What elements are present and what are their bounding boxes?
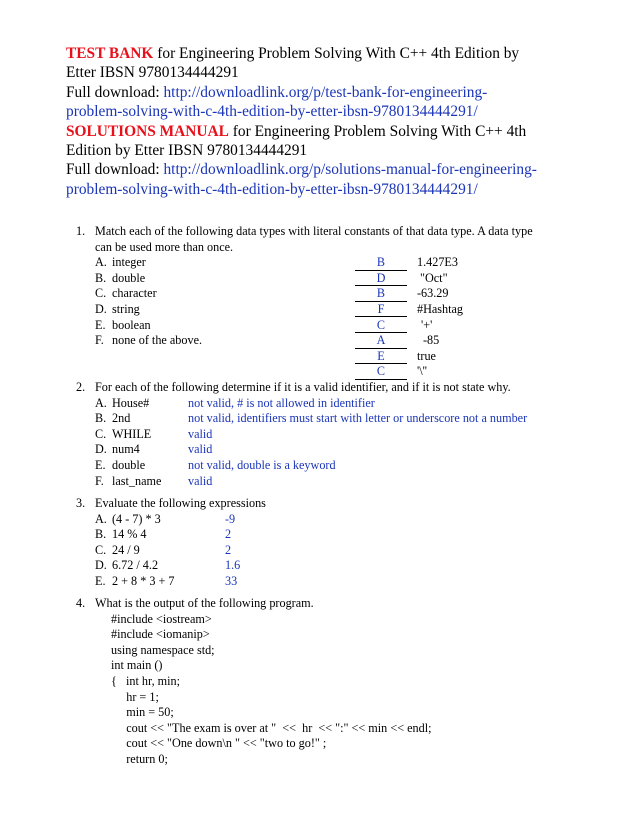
- identifier-item: D. num4 valid: [95, 442, 213, 457]
- question-2: [76, 380, 596, 489]
- expression-answer: 33: [225, 573, 238, 588]
- header-line-1: [66, 44, 606, 63]
- solutions-manual-link-cont[interactable]: problem-solving-with-c-4th-edition-by-etter-ibsn-9780134444291/: [66, 180, 478, 198]
- header-block: [66, 44, 606, 199]
- download-label: Full download:: [66, 83, 164, 101]
- question-prompt: can be used more than once.: [95, 239, 234, 254]
- code-line: { int hr, min;: [111, 673, 181, 688]
- solutions-manual-title: for Engineering Problem Solving With C++ 4th: [228, 122, 527, 140]
- match-row: [95, 271, 615, 287]
- expression-answer: 2: [225, 527, 232, 542]
- literal-value: #Hashtag: [417, 301, 464, 316]
- identifier-answer: valid: [188, 426, 213, 441]
- download-label: Full download:: [66, 161, 164, 179]
- option-item: B. double: [95, 270, 146, 285]
- identifier-answer: valid: [188, 442, 213, 457]
- option-item: C. character: [95, 286, 157, 301]
- identifier-answer: not valid, identifiers must start with letter or underscore not a number: [188, 411, 528, 426]
- match-answer: C: [355, 318, 407, 333]
- code-line: return 0;: [111, 751, 168, 766]
- code-line: int main (): [111, 658, 163, 673]
- code-line: #include <iomanip>: [111, 627, 210, 642]
- option-item: F. none of the above.: [95, 333, 203, 348]
- match-answer: B: [355, 286, 407, 301]
- expression-item: A. (4 - 7) * 3 -9: [95, 511, 236, 526]
- option-item: E. boolean: [95, 317, 151, 332]
- header-line-6: Edition by Etter IBSN 9780134444291: [66, 142, 308, 160]
- literal-value: true: [417, 348, 436, 363]
- match-answer: B: [355, 255, 407, 270]
- question-prompt: Match each of the following data types with literal constants of that data type. A data type: [95, 224, 533, 238]
- expression-answer: 1.6: [225, 558, 241, 573]
- match-row: [95, 349, 615, 365]
- match-row: [95, 286, 615, 302]
- match-answer: F: [355, 302, 407, 317]
- code-line: cout << "One down\n " << "two to go!" ;: [111, 736, 327, 751]
- identifier-answer: valid: [188, 473, 213, 488]
- question-3: [76, 496, 596, 590]
- match-row: [95, 318, 615, 334]
- match-answer: A: [355, 333, 407, 348]
- match-answer: E: [355, 349, 407, 364]
- literal-value: 1.427E3: [417, 255, 458, 270]
- question-4: [76, 596, 596, 768]
- header-line-5: [66, 122, 606, 141]
- option-item: A. integer: [95, 255, 146, 270]
- identifier-item: F. last_name valid: [95, 473, 213, 488]
- identifier-item: A. House# not valid, # is not allowed in identifier: [95, 395, 375, 410]
- question-number: 2.: [76, 380, 86, 394]
- test-bank-link[interactable]: http://downloadlink.org/p/test-bank-for-engineering-: [163, 83, 488, 101]
- expression-item: E. 2 + 8 * 3 + 7 33: [95, 573, 238, 588]
- literal-value: -85: [423, 333, 440, 348]
- header-line-7: [66, 160, 606, 179]
- expression-item: C. 24 / 9 2: [95, 542, 232, 557]
- match-row: [95, 364, 615, 380]
- expression-item: B. 14 % 4 2: [95, 527, 232, 542]
- test-bank-title: for Engineering Problem Solving With C++ 4th Edition by: [153, 45, 520, 62]
- expression-answer: 2: [225, 542, 232, 557]
- option-item: D. string: [95, 301, 140, 316]
- question-number: 4.: [76, 596, 86, 610]
- match-row: [95, 302, 615, 318]
- code-line: min = 50;: [111, 705, 174, 720]
- code-line: cout << "The exam is over at " << hr << ":" << min << endl;: [111, 720, 432, 735]
- code-line: using namespace std;: [111, 642, 215, 657]
- literal-value: '\'': [417, 364, 427, 379]
- match-row: [95, 333, 615, 349]
- expression-answer: -9: [225, 511, 236, 526]
- question-prompt: Evaluate the following expressions: [95, 496, 266, 510]
- identifier-answer: not valid, # is not allowed in identifier: [188, 395, 375, 410]
- identifier-item: E. double not valid, double is a keyword: [95, 457, 336, 472]
- identifier-item: B. 2nd not valid, identifiers must start with letter or underscore not a number: [95, 411, 528, 426]
- test-bank-label: TEST BANK: [66, 45, 154, 62]
- match-row: [95, 255, 615, 271]
- code-block: [111, 612, 596, 768]
- solutions-manual-link[interactable]: http://downloadlink.org/p/solutions-manual-for-engineering-: [163, 161, 537, 179]
- header-line-2: Etter IBSN 9780134444291: [66, 64, 239, 82]
- expression-item: D. 6.72 / 4.2 1.6: [95, 558, 241, 573]
- code-line: hr = 1;: [111, 689, 159, 704]
- test-bank-link-cont[interactable]: problem-solving-with-c-4th-edition-by-etter-ibsn-9780134444291/: [66, 103, 478, 121]
- identifier-answer: not valid, double is a keyword: [188, 457, 336, 472]
- match-answer: C: [355, 364, 407, 379]
- question-prompt: What is the output of the following program.: [95, 596, 314, 610]
- literal-value: "Oct": [420, 270, 448, 285]
- question-number: 1.: [76, 224, 86, 238]
- question-number: 3.: [76, 496, 86, 510]
- literal-value: -63.29: [417, 286, 449, 301]
- code-line: #include <iostream>: [111, 611, 212, 626]
- identifier-item: C. WHILE valid: [95, 426, 213, 441]
- match-answer: D: [355, 271, 407, 286]
- question-prompt: For each of the following determine if it is a valid identifier, and if it is not state why.: [95, 380, 511, 394]
- literal-value: '+': [421, 317, 433, 332]
- header-line-3: [66, 83, 606, 102]
- solutions-manual-label: SOLUTIONS MANUAL: [66, 122, 229, 140]
- question-1: [76, 224, 596, 380]
